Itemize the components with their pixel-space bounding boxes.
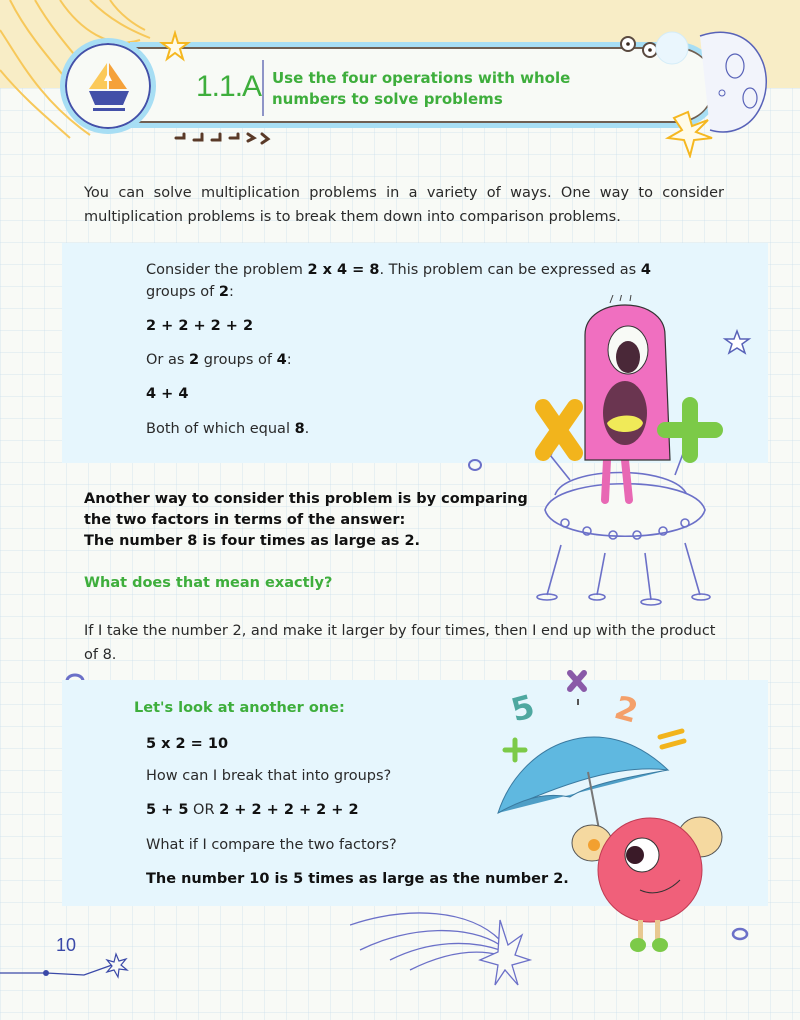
sum-twos: 2 + 2 + 2 + 2 + 2: [219, 802, 359, 818]
text-fragment: :: [228, 284, 234, 300]
question-heading: What does that mean exactly?: [84, 575, 333, 591]
sum-groups-of-2: 2 + 2 + 2 + 2: [146, 318, 254, 334]
text-fragment: .: [304, 421, 310, 437]
panel1-line3: [146, 352, 292, 368]
panel1-line1: [146, 262, 651, 278]
panel2-groups: [146, 802, 359, 818]
panel1-line2: [146, 284, 234, 300]
pen-nib-sailboat-icon: [85, 59, 135, 115]
svg-text:5: 5: [507, 686, 539, 730]
section-logo: [60, 38, 156, 134]
panel1-line4: [146, 421, 309, 437]
panel2-conclusion: The number 10 is 5 times as large as the number 2.: [146, 871, 569, 887]
text-fragment: groups of: [146, 284, 219, 300]
intro-paragraph: You can solve multiplication problems in a variety of ways. One way to consider multiplication problems is to break them down into comparison problems.: [84, 185, 724, 225]
equation: 2 x 4 = 8: [307, 262, 380, 278]
shooting-star-decoration: [350, 900, 570, 990]
or-text: OR: [188, 802, 220, 818]
number: 2: [218, 284, 229, 300]
header-divider: [262, 60, 264, 116]
text-fragment: Both of which equal: [146, 421, 295, 437]
burst-star-icon: [660, 108, 720, 158]
comparison-line-2: the two factors in terms of the answer:: [84, 512, 406, 528]
text-fragment: . This problem can be expressed as: [379, 262, 641, 278]
text-fragment: groups of: [199, 352, 277, 368]
sum-fives: 5 + 5: [146, 802, 189, 818]
small-circle-decoration: [466, 458, 484, 472]
sum-groups-of-4: 4 + 4: [146, 386, 189, 402]
panel2-question-1: How can I break that into groups?: [146, 768, 392, 784]
text-fragment: Consider the problem: [146, 262, 308, 278]
number: 2: [189, 352, 200, 368]
text-fragment: :: [286, 352, 292, 368]
page-number-line-decoration: [0, 950, 140, 985]
svg-text:2: 2: [610, 688, 643, 731]
text-fragment: Or as: [146, 352, 190, 368]
outline-star-icon: [722, 328, 752, 358]
explanation-paragraph: If I take the number 2, and make it larger by four times, then I end up with the product of 8.: [84, 623, 716, 663]
page-number: 10: [56, 935, 77, 955]
pink-monster-on-ufo-illustration: [525, 295, 725, 625]
section-code: 1.1.A: [196, 70, 262, 103]
comparison-line-1: Another way to consider this problem is by comparing: [84, 491, 528, 507]
panel2-heading: Let's look at another one:: [134, 700, 345, 716]
star-icon: [155, 30, 195, 65]
panel2-question-2: What if I compare the two factors?: [146, 837, 397, 853]
dash-decoration: [172, 128, 272, 148]
small-circle-decoration: [730, 926, 750, 942]
number: 8: [294, 421, 305, 437]
number: 4: [640, 262, 651, 278]
number: 4: [276, 352, 287, 368]
section-title: Use the four operations with whole numbers to solve problems: [272, 69, 571, 108]
comparison-line-3: The number 8 is four times as large as 2.: [84, 533, 421, 549]
panel2-equation: 5 x 2 = 10: [146, 736, 229, 752]
